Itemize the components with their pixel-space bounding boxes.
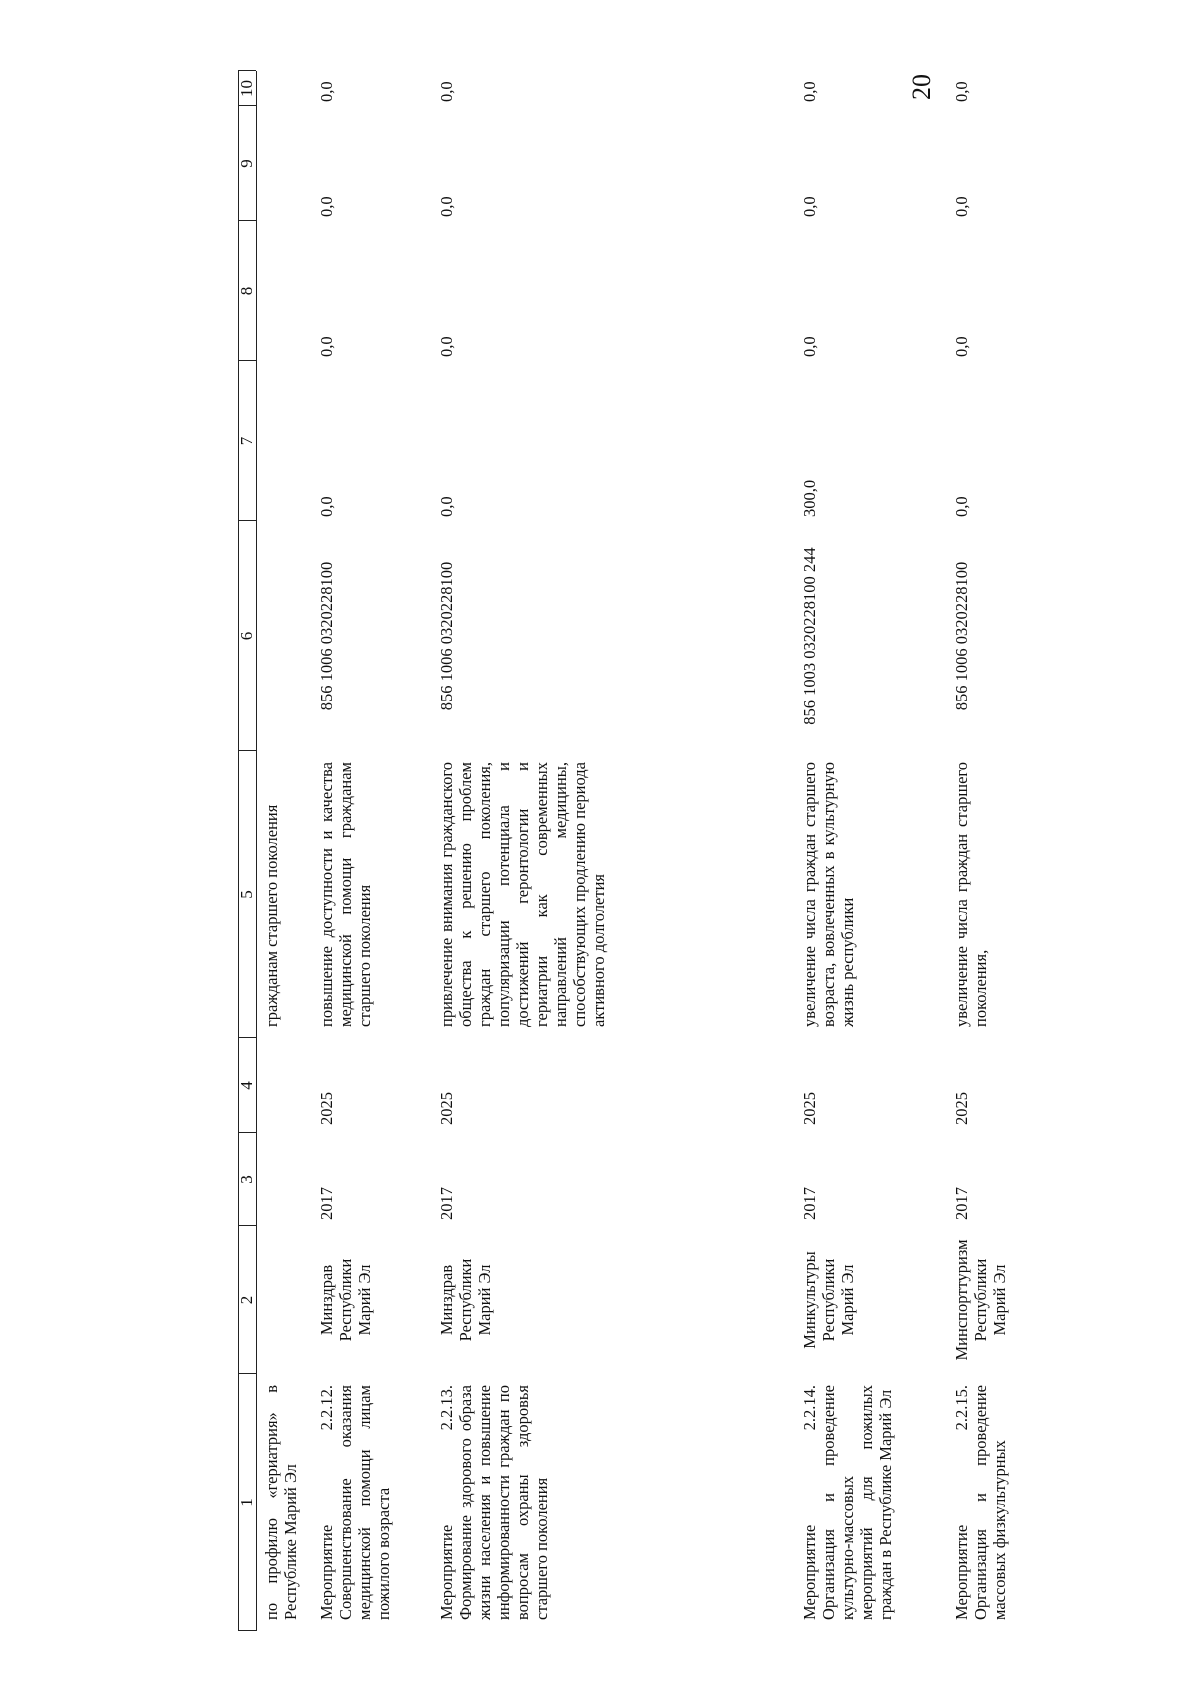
cell-col-2: Минздрав Республики Марий Эл	[437, 1258, 494, 1342]
cell-col-2: Минкультуры Республики Марий Эл	[800, 1251, 857, 1349]
cell-col-8: 0,0	[317, 336, 336, 357]
cell-col-5: гражданам старшего поколения	[262, 804, 281, 1027]
cell-col-5: увеличение числа граждан старшего поколения,	[952, 762, 990, 1027]
column-number: 2	[237, 1295, 256, 1305]
cell-col-10: 0,0	[317, 81, 336, 102]
cell-col-6: 856 1006 0320228100	[317, 561, 336, 711]
column-number: 8	[237, 286, 256, 296]
cell-col-10: 0,0	[800, 81, 819, 102]
cell-col-5: увеличение числа граждан старшего возраста, вовлеченных в культурную жизнь республики	[800, 762, 857, 1027]
cell-col-1: Мероприятие 2.2.12. Совершенствование оказания медицинской помощи лицам пожилого возраста	[317, 1385, 393, 1620]
cell-col-3: 2017	[952, 1187, 971, 1220]
cell-col-9: 0,0	[952, 196, 971, 217]
column-number: 4	[237, 1081, 256, 1090]
cell-col-10: 0,0	[952, 81, 971, 102]
cell-col-6: 856 1006 0320228100	[437, 561, 456, 711]
cell-col-4: 2025	[800, 1092, 819, 1125]
cell-col-4: 2025	[952, 1092, 971, 1125]
cell-col-6: 856 1003 0320228100 244	[800, 547, 819, 725]
column-number: 10	[237, 80, 256, 97]
column-number: 5	[237, 890, 256, 899]
page-number: 20	[907, 74, 936, 100]
cell-col-10: 0,0	[437, 81, 456, 102]
cell-col-6: 856 1006 0320228100	[952, 561, 971, 711]
cell-col-5: привлечение внимания гражданского общества к решению проблем граждан старшего поколения, популяризации потенциала и достижений геронтологии и гериатрии как современных направлений медицины, способствующих продлению периода активного долголетия	[437, 762, 608, 1027]
cell-col-8: 0,0	[952, 336, 971, 357]
cell-col-3: 2017	[800, 1187, 819, 1220]
cell-col-1: по профилю «гериатрия» в Республике Марий Эл	[262, 1385, 300, 1620]
cell-col-7: 0,0	[437, 496, 456, 517]
header-border	[256, 71, 257, 1631]
cell-col-3: 2017	[437, 1187, 456, 1220]
column-number: 7	[237, 436, 256, 446]
cell-col-4: 2025	[437, 1092, 456, 1125]
cell-col-7: 300,0	[800, 479, 819, 517]
column-number: 3	[237, 1175, 256, 1184]
cell-col-8: 0,0	[437, 336, 456, 357]
cell-col-2: Минспорттуризм Республики Марий Эл	[952, 1239, 1009, 1361]
column-number: 1	[237, 1498, 256, 1507]
cell-col-2: Минздрав Республики Марий Эл	[317, 1258, 374, 1342]
cell-col-7: 0,0	[952, 496, 971, 517]
column-number: 9	[237, 159, 256, 168]
cell-col-9: 0,0	[437, 196, 456, 217]
cell-col-3: 2017	[317, 1187, 336, 1220]
cell-col-9: 0,0	[800, 196, 819, 217]
cell-col-8: 0,0	[800, 336, 819, 357]
program-activities-table	[238, 71, 1018, 1631]
column-number: 6	[237, 631, 256, 641]
cell-col-7: 0,0	[317, 496, 336, 517]
cell-col-1: Мероприятие 2.2.13. Формирование здорового образа жизни населения и повышение информированности граждан по вопросам охраны здоровья старшего поколения	[437, 1385, 551, 1620]
cell-col-4: 2025	[317, 1092, 336, 1125]
cell-col-5: повышение доступности и качества медицинской помощи гражданам старшего поколения	[317, 762, 374, 1027]
cell-col-1: Мероприятие 2.2.14. Организация и проведение культурно-массовых мероприятий для пожилых граждан в Республике Марий Эл	[800, 1385, 895, 1620]
cell-col-9: 0,0	[317, 196, 336, 217]
cell-col-1: Мероприятие 2.2.15. Организация и проведение массовых физкультурных	[952, 1385, 1009, 1620]
